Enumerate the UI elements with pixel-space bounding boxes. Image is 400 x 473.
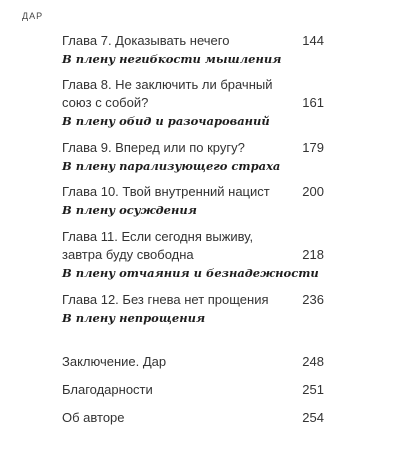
chapter-title: Заключение. Дар: [62, 354, 167, 369]
toc-entry-chapter-8: [62, 76, 324, 130]
chapter-title: Глава 11. Если сегодня выживу, завтра буду свободна: [62, 229, 254, 262]
toc-line: [62, 228, 324, 264]
chapter-subtitle: В плену парализующего страха: [62, 159, 281, 173]
toc-line: [62, 353, 324, 371]
toc-line: [62, 183, 324, 201]
toc-entry-chapter-12: [62, 291, 324, 327]
chapter-title: Благодарности: [62, 382, 153, 397]
page-number: 251: [302, 382, 324, 397]
toc-entry-chapter-10: [62, 183, 324, 219]
table-of-contents: [62, 32, 324, 427]
page-number: 144: [302, 33, 324, 48]
toc-line: [62, 32, 324, 50]
page-number: 248: [302, 354, 324, 369]
running-head: ДАР: [22, 11, 44, 21]
chapter-title: Глава 12. Без гнева нет прощения: [62, 292, 269, 307]
toc-entry-conclusion: [62, 353, 324, 371]
toc-line: [62, 381, 324, 399]
chapter-subtitle: В плену непрощения: [62, 311, 206, 325]
toc-entry-acknowledgements: [62, 381, 324, 399]
toc-line: [62, 139, 324, 157]
chapter-subtitle: В плену осуждения: [62, 203, 197, 217]
chapter-title: Глава 8. Не заключить ли брачный союз с собой?: [62, 77, 273, 110]
toc-entry-chapter-7: [62, 32, 324, 68]
chapter-title: Глава 9. Вперед или по кругу?: [62, 140, 245, 155]
page-number: 161: [302, 95, 324, 110]
chapter-title: Глава 7. Доказывать нечего: [62, 33, 230, 48]
chapter-title: Об авторе: [62, 410, 125, 425]
page-number: 200: [302, 184, 324, 199]
chapter-subtitle: В плену негибкости мышления: [62, 52, 282, 66]
toc-line: [62, 76, 324, 112]
chapter-subtitle: В плену отчаяния и безнадежности: [62, 266, 319, 280]
page-number: 254: [302, 410, 324, 425]
page-number: 179: [302, 140, 324, 155]
chapter-title: Глава 10. Твой внутренний нацист: [62, 184, 270, 199]
toc-entry-about-author: [62, 409, 324, 427]
page-number: 218: [302, 247, 324, 262]
toc-line: [62, 409, 324, 427]
toc-line: [62, 291, 324, 309]
chapter-subtitle: В плену обид и разочарований: [62, 114, 270, 128]
toc-entry-chapter-9: [62, 139, 324, 175]
page-number: 236: [302, 292, 324, 307]
toc-entry-chapter-11: [62, 228, 324, 282]
